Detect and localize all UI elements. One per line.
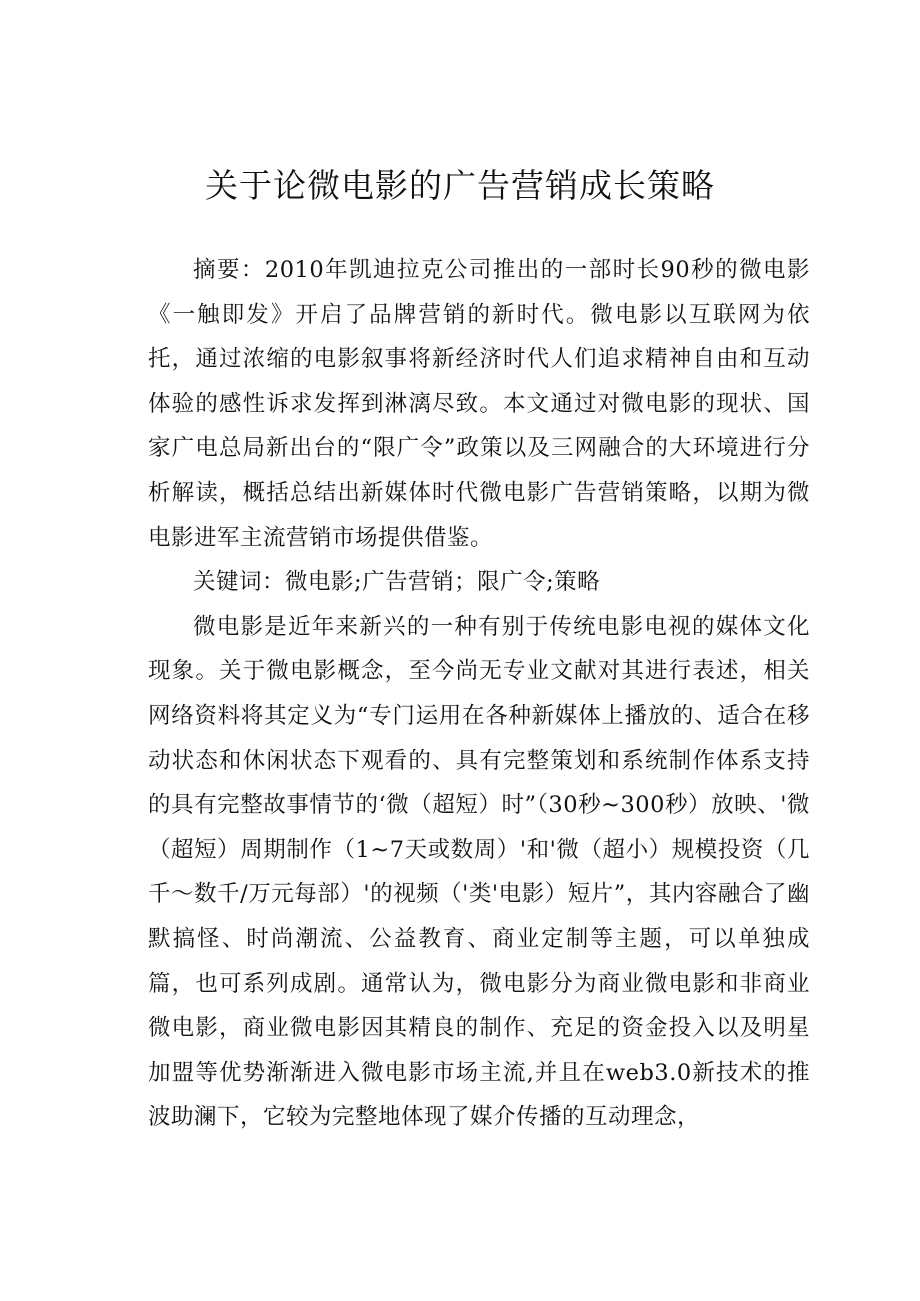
keywords-paragraph: 关键词：微电影;广告营销；限广令;策略 [193, 569, 601, 596]
document-title: 关于论微电影的广告营销成长策略 [205, 166, 715, 205]
abstract-paragraph: 摘要：2010年凯迪拉克公司推出的一部时长90秒的微电影《一触即发》开启了品牌营销的新时代。微电影以互联网为依托，通过浓缩的电影叙事将新经济时代人们追求精神自由和互动体验的感性诉求发挥到淋漓尽致。本文通过对微电影的现状、国家广电总局新出台的“限广令”政策以及三网融合的大环境进行分析解读，概括总结出新媒体时代微电影广告营销策略，以期为微电影进军主流营销市场提供借鉴。 [148, 257, 810, 551]
body-paragraph: 微电影是近年来新兴的一种有别于传统电影电视的媒体文化现象。关于微电影概念，至今尚无专业文献对其进行表述，相关网络资料将其定义为“专门运用在各种新媒体上播放的、适合在移动状态和休闲状态下观看的、具有完整策划和系统制作体系支持的具有完整故事情节的‘微（超短）时”（30秒~300秒）放映、'微（超短）周期制作（1~7天或数周）'和'微（超小）规模投资（几千～数千/万元每部）'的视频（'类'电影）短片”，其内容融合了幽默搞怪、时尚潮流、公益教育、商业定制等主题，可以单独成篇，也可系列成剧。通常认为，微电影分为商业微电影和非商业微电影，商业微电影因其精良的制作、充足的资金投入以及明星加盟等优势渐渐进入微电影市场主流,并且在web3.0新技术的推波助澜下，它较为完整地体现了媒介传播的互动理念， [148, 613, 810, 1131]
document-body [148, 248, 810, 1140]
